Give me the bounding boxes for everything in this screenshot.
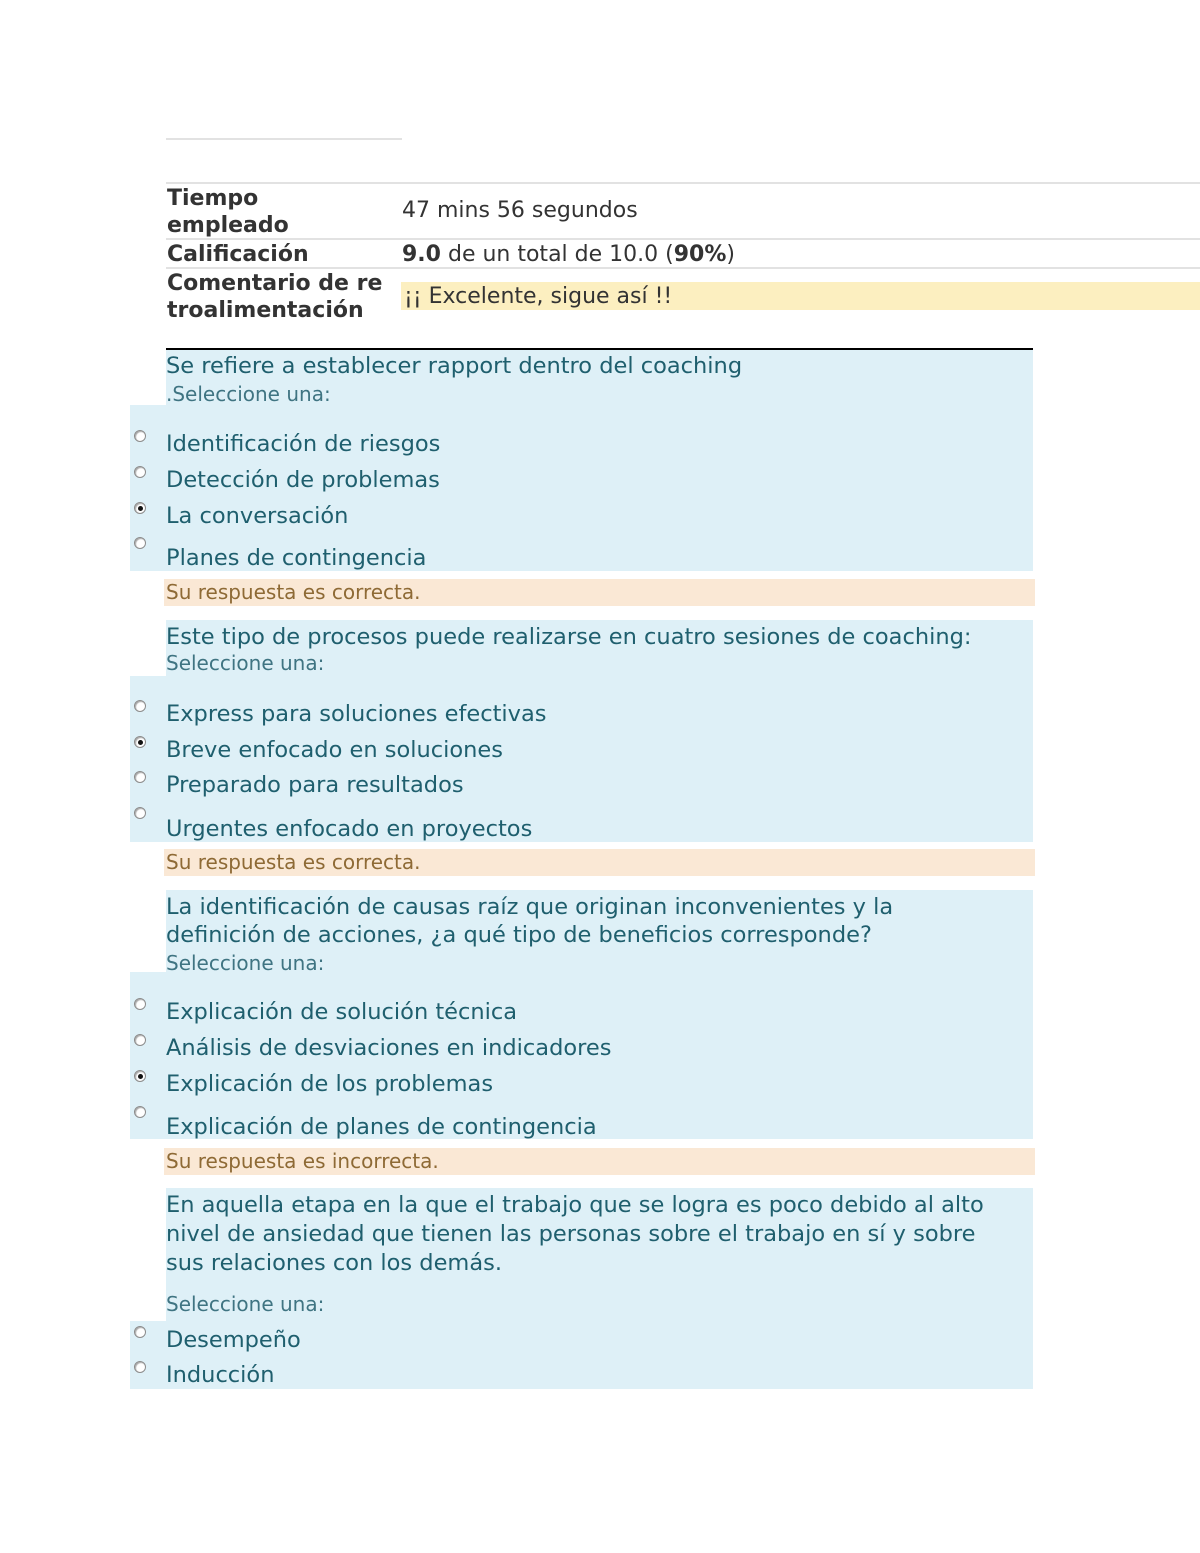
question-3-option-3[interactable]: Explicación de los problemas: [166, 1071, 494, 1097]
question-3-radio-3[interactable]: [134, 1070, 146, 1082]
question-3-option-2[interactable]: Análisis de desviaciones en indicadores: [166, 1035, 612, 1061]
grade-label: Calificación: [167, 242, 309, 267]
question-3-result: Su respuesta es incorrecta.: [164, 1148, 1035, 1175]
summary-row-divider: [166, 238, 1200, 240]
question-4-radio-1[interactable]: [134, 1326, 146, 1338]
top-divider: [166, 138, 402, 140]
question-1-radio-2[interactable]: [134, 466, 146, 478]
grade-value: [402, 241, 735, 268]
question-4-option-1[interactable]: Desempeño: [166, 1327, 301, 1353]
feedback-value: ¡¡ Excelente, sigue así !!: [404, 284, 673, 309]
question-3-radio-1[interactable]: [134, 998, 146, 1010]
question-3-text-line-1: La identificación de causas raíz que originan inconvenientes y la: [166, 894, 894, 920]
time-value: 47 mins 56 segundos: [402, 198, 638, 223]
question-2-select-label: Seleccione una:: [166, 651, 325, 675]
question-4-text-line-1: En aquella etapa en la que el trabajo que se logra es poco debido al alto: [166, 1192, 984, 1218]
question-1-option-3[interactable]: La conversación: [166, 503, 349, 529]
question-1-text: Se refiere a establecer rapport dentro del coaching: [166, 353, 743, 379]
question-3-option-1[interactable]: Explicación de solución técnica: [166, 999, 518, 1025]
question-3-radio-2[interactable]: [134, 1034, 146, 1046]
question-2-option-2[interactable]: Breve enfocado en soluciones: [166, 737, 503, 763]
summary-row-divider: [166, 267, 1200, 269]
question-2-result: Su respuesta es correcta.: [164, 849, 1035, 876]
question-3-radio-4[interactable]: [134, 1106, 146, 1118]
question-2-radio-3[interactable]: [134, 771, 146, 783]
question-1-option-1[interactable]: Identificación de riesgos: [166, 431, 441, 457]
question-4-text-line-2: nivel de ansiedad que tienen las personas sobre el trabajo en sí y sobre: [166, 1221, 976, 1247]
question-2-radio-1[interactable]: [134, 700, 146, 712]
question-1-radio-4[interactable]: [134, 537, 146, 549]
question-3-option-4[interactable]: Explicación de planes de contingencia: [166, 1114, 597, 1140]
question-2-option-3[interactable]: Preparado para resultados: [166, 772, 464, 798]
question-4-text-line-3: sus relaciones con los demás.: [166, 1250, 503, 1276]
question-2-option-1[interactable]: Express para soluciones efectivas: [166, 701, 547, 727]
question-1-radio-1[interactable]: [134, 430, 146, 442]
question-2-radio-2[interactable]: [134, 736, 146, 748]
question-1-option-4[interactable]: Planes de contingencia: [166, 545, 427, 571]
grade-score: 9.0: [402, 242, 441, 267]
grade-end: ): [726, 242, 735, 267]
question-2-radio-4[interactable]: [134, 807, 146, 819]
question-1-result: Su respuesta es correcta.: [164, 579, 1035, 606]
question-1-select-label: .Seleccione una:: [166, 382, 331, 406]
question-4-radio-2[interactable]: [134, 1361, 146, 1373]
question-2-text: Este tipo de procesos puede realizarse en cuatro sesiones de coaching:: [166, 624, 972, 650]
question-1-radio-3[interactable]: [134, 502, 146, 514]
question-3-text-line-2: definición de acciones, ¿a qué tipo de beneficios corresponde?: [166, 922, 872, 948]
question-4-option-2[interactable]: Inducción: [166, 1362, 275, 1388]
grade-percent: 90%: [673, 242, 727, 267]
feedback-label: Comentario de retroalimentación: [167, 271, 383, 323]
question-1-option-2[interactable]: Detección de problemas: [166, 467, 440, 493]
time-label: Tiempo empleado: [167, 186, 289, 238]
question-4-select-label: Seleccione una:: [166, 1292, 325, 1316]
question-2-option-4[interactable]: Urgentes enfocado en proyectos: [166, 816, 533, 842]
grade-middle: de un total de 10.0 (: [440, 242, 674, 267]
question-3-select-label: Seleccione una:: [166, 951, 325, 975]
summary-top-border: [166, 182, 1200, 184]
